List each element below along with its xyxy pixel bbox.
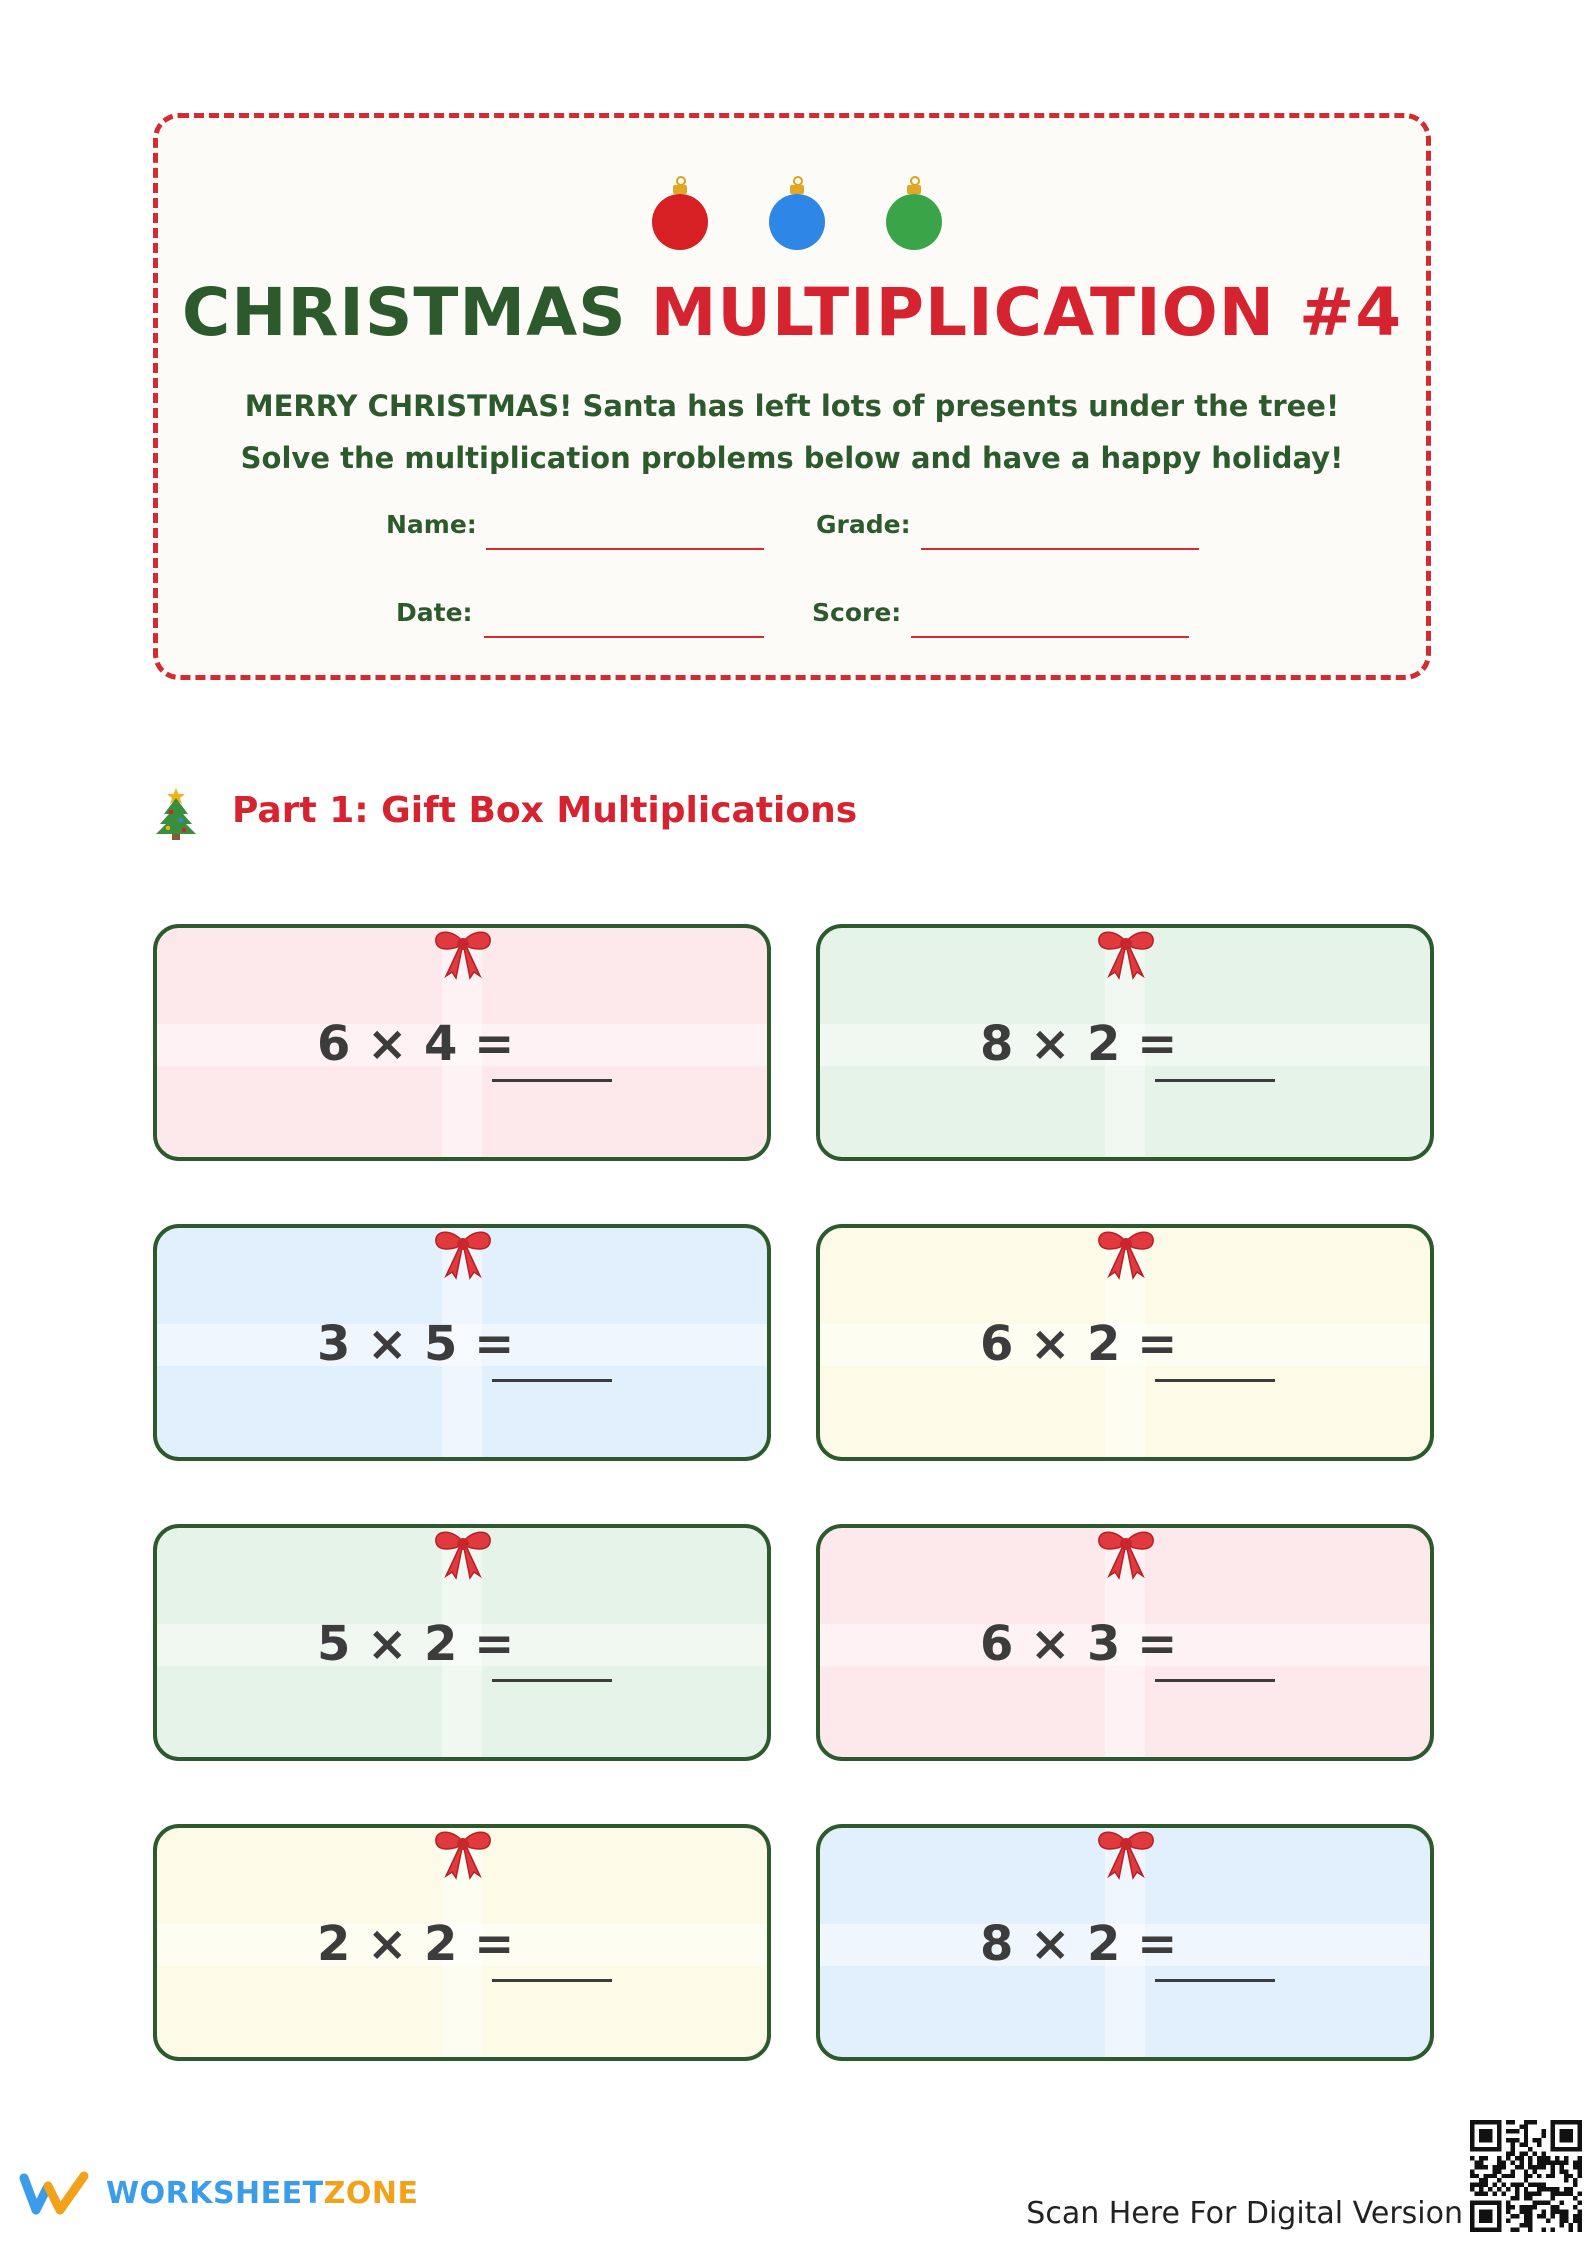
intro-text: MERRY CHRISTMAS! Santa has left lots of presents under the tree! Solve the multiplication problems below and have a happy holiday! (240, 389, 1344, 475)
answer-blank-line[interactable] (492, 1079, 612, 1082)
name-label: Name: (386, 510, 477, 539)
bow-icon (1093, 1228, 1159, 1280)
qr-code-icon[interactable] (1470, 2120, 1582, 2232)
equation-text: 3 × 5 = (317, 1316, 515, 1372)
date-label: Date: (396, 598, 473, 627)
equation-text: 5 × 2 = (317, 1616, 515, 1672)
gift-box-problem (816, 1224, 1434, 1461)
gift-box-problem (153, 1524, 771, 1761)
name-blank-line[interactable] (486, 548, 764, 550)
answer-blank-line[interactable] (1155, 1979, 1275, 1982)
score-blank-line[interactable] (911, 636, 1189, 638)
page-title (158, 274, 1426, 351)
score-label: Score: (812, 598, 902, 627)
title-part-multiplication: MULTIPLICATION #4 (650, 274, 1403, 351)
answer-blank-line[interactable] (492, 1979, 612, 1982)
christmas-tree-icon (152, 786, 200, 840)
worksheetzone-logo-icon (18, 2168, 92, 2218)
part1-title: Part 1: Gift Box Multiplications (232, 790, 858, 831)
ornaments (158, 176, 1426, 256)
gift-box-problem (153, 924, 771, 1161)
worksheet-header (153, 113, 1431, 680)
equation-text: 8 × 2 = (980, 1016, 1178, 1072)
gift-box-problem (816, 924, 1434, 1161)
bow-icon (430, 1228, 496, 1280)
equation-text: 6 × 2 = (980, 1316, 1178, 1372)
answer-blank-line[interactable] (1155, 1079, 1275, 1082)
equation-text: 6 × 3 = (980, 1616, 1178, 1672)
bow-icon (430, 1528, 496, 1580)
answer-blank-line[interactable] (492, 1379, 612, 1382)
equation-text: 6 × 4 = (317, 1016, 515, 1072)
answer-blank-line[interactable] (1155, 1379, 1275, 1382)
bow-icon (430, 1828, 496, 1880)
brand-name-part2: ZONE (323, 2176, 419, 2211)
green-ornament-icon (886, 176, 942, 256)
gift-box-problem (816, 1524, 1434, 1761)
title-part-christmas: CHRISTMAS (181, 274, 627, 351)
bow-icon (1093, 1528, 1159, 1580)
gift-box-problem (153, 1824, 771, 2061)
brand-name (106, 2176, 418, 2211)
gift-box-problem (153, 1224, 771, 1461)
answer-blank-line[interactable] (1155, 1679, 1275, 1682)
bow-icon (1093, 928, 1159, 980)
scan-instruction: Scan Here For Digital Version (1026, 2196, 1463, 2231)
bow-icon (430, 928, 496, 980)
brand-name-part1: WORKSHEET (106, 2176, 324, 2211)
red-ornament-icon (652, 176, 708, 256)
grade-label: Grade: (816, 510, 911, 539)
equation-text: 2 × 2 = (317, 1916, 515, 1972)
bow-icon (1093, 1828, 1159, 1880)
equation-text: 8 × 2 = (980, 1916, 1178, 1972)
date-blank-line[interactable] (484, 636, 764, 638)
blue-ornament-icon (769, 176, 825, 256)
answer-blank-line[interactable] (492, 1679, 612, 1682)
gift-box-problem (816, 1824, 1434, 2061)
grade-blank-line[interactable] (921, 548, 1199, 550)
